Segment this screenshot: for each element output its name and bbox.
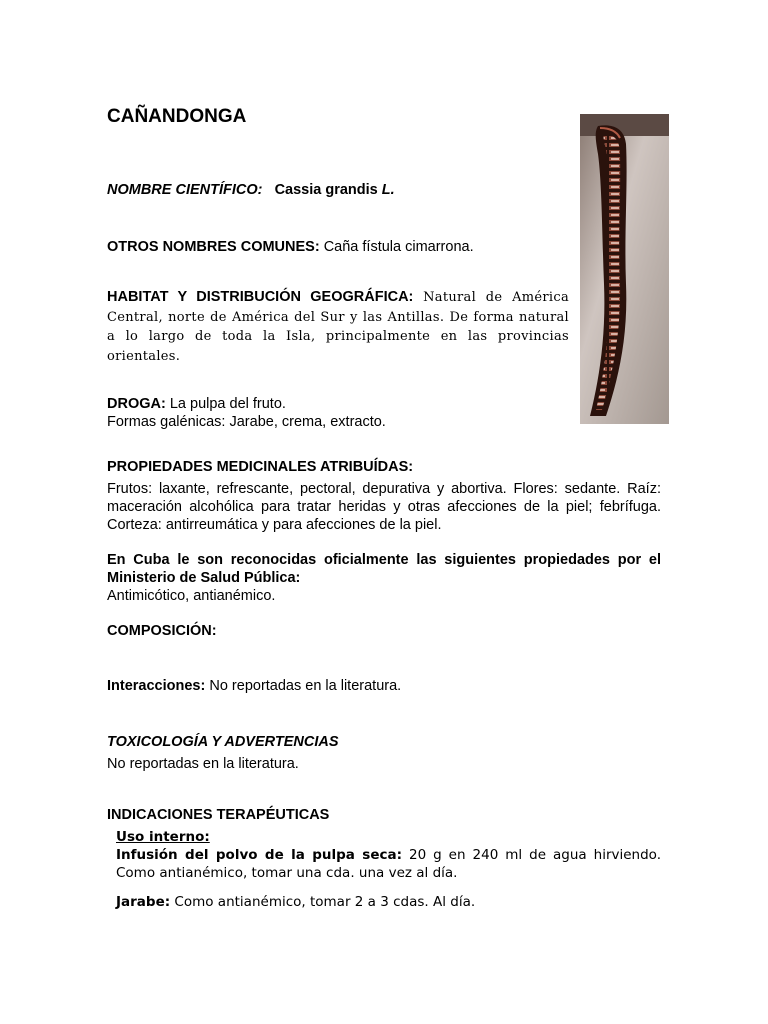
cassia-pod-photo bbox=[580, 114, 669, 424]
interactions-label: Interacciones: bbox=[107, 678, 206, 694]
composition-heading: COMPOSICIÓN: bbox=[107, 623, 217, 639]
cassia-pod-icon bbox=[580, 114, 669, 424]
infusion-label: Infusión del polvo de la pulpa seca: bbox=[116, 847, 402, 863]
common-names-line bbox=[107, 238, 474, 256]
page-title: CAÑANDONGA bbox=[107, 106, 247, 127]
drug-label: DROGA: bbox=[107, 396, 166, 412]
common-names-value: Caña fístula cimarrona. bbox=[323, 239, 474, 255]
common-names-label: OTROS NOMBRES COMUNES: bbox=[107, 239, 320, 255]
properties-heading: PROPIEDADES MEDICINALES ATRIBUÍDAS: bbox=[107, 459, 414, 475]
scientific-name-value: Cassia grandis bbox=[274, 182, 378, 198]
official-text: Antimicótico, antianémico. bbox=[107, 588, 276, 604]
interactions-value: No reportadas en la literatura. bbox=[209, 678, 402, 694]
toxicology-text: No reportadas en la literatura. bbox=[107, 756, 299, 772]
drug-value: La pulpa del fruto. bbox=[169, 396, 286, 412]
galenic-forms: Formas galénicas: Jarabe, crema, extracto. bbox=[107, 414, 386, 430]
habitat-value: Natural de América Central, norte de América del Sur y las Antillas. De forma natural a lo largo de toda la Isla, principalmente en las provincias orientales. bbox=[107, 290, 569, 364]
scientific-name-author: L. bbox=[381, 182, 395, 198]
properties-text: Frutos: laxante, refrescante, pectoral, depurativa y abortiva. Flores: sedante. Raíz: maceración alcohólica para tratar heridas y otras afecciones de la piel; febrífuga. Corteza: antirreumática y para afecciones de la piel. bbox=[107, 481, 661, 533]
indications-heading: INDICACIONES TERAPÉUTICAS bbox=[107, 807, 330, 823]
syrup-line bbox=[116, 893, 475, 911]
syrup-text: Como antianémico, tomar 2 a 3 cdas. Al día. bbox=[174, 894, 476, 910]
drug-section bbox=[107, 395, 567, 431]
toxicology-heading: TOXICOLOGÍA Y ADVERTENCIAS bbox=[107, 734, 339, 750]
habitat-label: HABITAT Y DISTRIBUCIÓN GEOGRÁFICA: bbox=[107, 289, 414, 305]
scientific-name-label: NOMBRE CIENTÍFICO: bbox=[107, 182, 263, 198]
infusion-paragraph bbox=[116, 846, 661, 882]
syrup-label: Jarabe: bbox=[116, 894, 171, 910]
internal-use-label: Uso interno: bbox=[116, 829, 210, 845]
habitat-paragraph bbox=[107, 288, 569, 366]
official-heading: En Cuba le son reconocidas oficialmente las siguientes propiedades por el Ministerio de Salud Pública: bbox=[107, 552, 661, 586]
infusion-text: 20 g en 240 ml de agua hirviendo. Como antianémico, tomar una cda. una vez al día. bbox=[116, 847, 661, 881]
scientific-name-line bbox=[107, 181, 395, 199]
interactions-line bbox=[107, 677, 401, 695]
